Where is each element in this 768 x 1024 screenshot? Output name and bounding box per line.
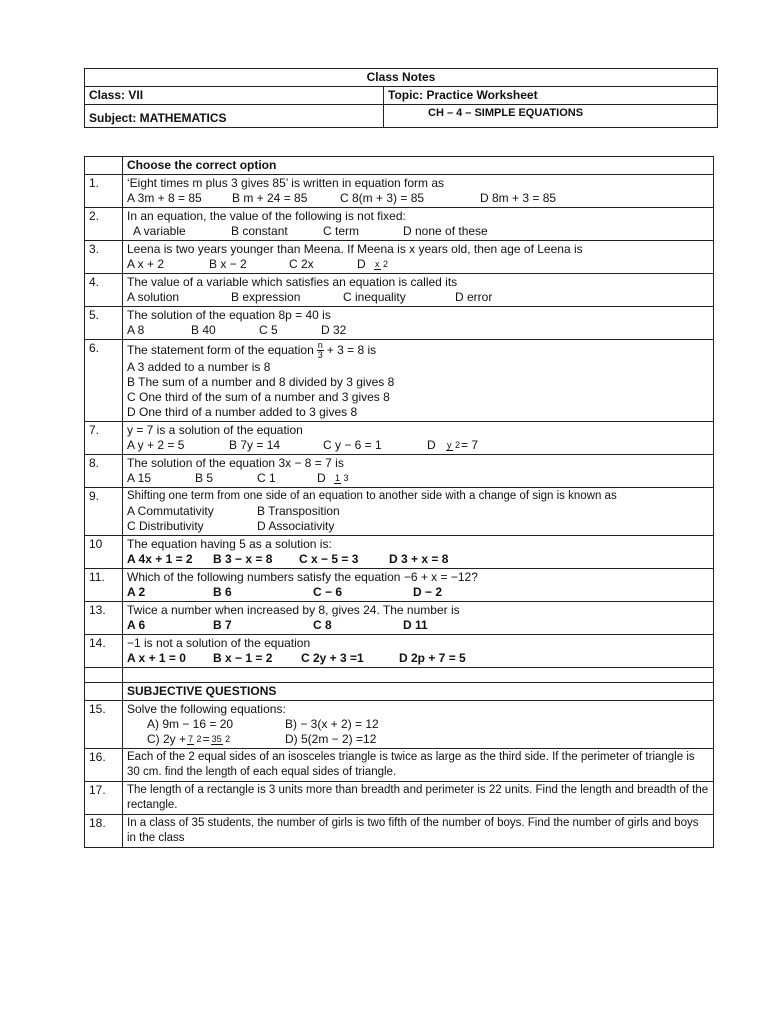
option-d: D 3 + x = 8 [389,552,449,566]
fraction [211,735,231,745]
numerator: n [317,340,323,350]
question-text: ‘Eight times m plus 3 gives 85’ is written in equation form as [127,176,445,190]
option-c: C 1 [257,471,276,485]
item-c-text: C) 2y + [147,732,187,746]
question-number: 11. [85,569,123,602]
option-d: D [317,471,326,485]
question-text-pre: The statement form of the equation [127,343,314,357]
option-b: B 40 [191,323,216,337]
question-6 [123,340,714,422]
option-b: B 3 − x = 8 [213,552,273,566]
class-label: Class: VII [85,87,384,105]
option-d: D 2p + 7 = 5 [399,651,466,665]
options-row [127,552,709,567]
option-b: B Transposition [257,504,340,518]
denominator: 2 [225,733,231,744]
denominator: 3 [343,472,349,483]
fraction [374,260,388,270]
option-d: D 32 [321,323,347,337]
question-number: 7. [85,422,123,455]
question-3 [123,241,714,274]
section-num-cell [85,683,123,701]
item-a: A) 9m − 16 = 20 [147,717,234,731]
question-16: Each of the 2 equal sides of an isosceles triangle is twice as large as the third side. If the perimeter of triangle is 30 cm. find the length of each equal sides of triangle. [123,749,714,782]
numerator: x [375,258,380,269]
option-c: C − 6 [313,585,343,599]
question-number: 5. [85,307,123,340]
question-text [127,341,709,360]
option-b: B constant [231,224,288,238]
option-b: B 5 [195,471,214,485]
option-b: B 6 [213,585,232,599]
denominator: 2 [383,258,389,269]
question-text: Twice a number when increased by 8, gives 24. The number is [127,603,460,617]
options-row [127,290,709,305]
option-d: D [357,257,366,271]
option-d: D One third of a number added to 3 gives 8 [127,405,358,419]
options-row [127,651,709,666]
subject-label: Subject: MATHEMATICS [85,105,384,128]
section-mcq-heading: Choose the correct option [123,157,714,175]
denominator: 2 [196,733,202,744]
option-c: C inequality [343,290,406,304]
numerator: 7 [188,733,194,744]
section-subjective-heading: SUBJECTIVE QUESTIONS [123,683,714,701]
question-number: 16. [85,749,123,782]
question-14 [123,635,714,668]
option-c: C Distributivity [127,519,204,533]
option-d-suffix: = 7 [461,438,479,452]
option-d: D 11 [403,618,428,632]
question-15 [123,701,714,749]
items-row [127,732,709,747]
chapter-label: CH – 4 – SIMPLE EQUATIONS [428,107,584,119]
question-number: 8. [85,455,123,488]
question-text: y = 7 is a solution of the equation [127,423,303,437]
fraction [317,341,324,360]
option-d: D [427,438,436,452]
option-b: B x − 1 = 2 [213,651,273,665]
options-row [127,471,709,486]
section-num-cell [85,157,123,175]
option-d: D none of these [403,224,488,238]
question-1 [123,175,714,208]
empty-cell [123,668,714,683]
option-a: A y + 2 = 5 [127,438,185,452]
option-d: D 8m + 3 = 85 [480,191,557,205]
question-text: Which of the following numbers satisfy the equation −6 + x = −12? [127,570,478,584]
question-4 [123,274,714,307]
question-9 [123,488,714,536]
question-number: 2. [85,208,123,241]
question-11 [123,569,714,602]
option-a: A solution [127,290,180,304]
equals-sign: = [202,732,210,746]
question-7 [123,422,714,455]
numerator: 1 [335,472,341,483]
option-c: C 2x [289,257,314,271]
fraction [446,441,460,451]
option-c: C One third of the sum of a number and 3 gives 8 [127,390,390,404]
question-text: Shifting one term from one side of an equation to another side with a change of sign is known as [127,490,617,502]
question-text-post: + 3 = 8 is [326,343,377,357]
option-d: D Associativity [257,519,335,533]
question-17: The length of a rectangle is 3 units more than breadth and perimeter is 22 units. Find the length and breadth of the rectangle. [123,782,714,815]
option-d: D − 2 [413,585,443,599]
option-b: B expression [231,290,301,304]
question-text: −1 is not a solution of the equation [127,636,311,650]
option-a: A 15 [127,471,152,485]
question-18: In a class of 35 students, the number of girls is two fifth of the number of boys. Find the number of girls and boys in the class [123,815,714,848]
fraction [334,474,349,484]
option-c: C 5 [259,323,278,337]
options-row [127,257,709,272]
question-number: 14. [85,635,123,668]
question-number: 15. [85,701,123,749]
option-a: A 8 [127,323,145,337]
question-number: 10 [85,536,123,569]
denominator: 2 [455,439,461,450]
options-row [127,618,709,633]
header-table [84,68,718,128]
option-c: C term [323,224,359,238]
option-c: C y − 6 = 1 [323,438,382,452]
items-row [127,717,709,732]
options-row [127,323,709,338]
question-text: The equation having 5 as a solution is: [127,537,332,551]
question-10 [123,536,714,569]
option-a: A 4x + 1 = 2 [127,552,193,566]
question-number: 18. [85,815,123,848]
option-a: A 2 [127,585,146,599]
options-row [127,224,709,239]
fraction [187,735,202,745]
options-row [127,519,709,534]
options-row [127,504,709,519]
option-a: A 3m + 8 = 85 [127,191,202,205]
questions-table [84,156,714,848]
numerator: 35 [211,733,222,744]
option-c: C 8 [313,618,332,632]
option-a: A x + 1 = 0 [127,651,186,665]
question-2 [123,208,714,241]
question-number: 3. [85,241,123,274]
question-text: The solution of the equation 8p = 40 is [127,308,331,322]
item-d: D) 5(2m − 2) =12 [285,732,377,746]
question-number: 6. [85,340,123,422]
option-b: B 7y = 14 [229,438,281,452]
option-c: C 2y + 3 =1 [301,651,364,665]
option-a: A x + 2 [127,257,165,271]
options-row [127,438,709,453]
chapter-cell [384,105,718,128]
option-d: D error [455,290,493,304]
question-number: 17. [85,782,123,815]
numerator: y [447,439,452,450]
question-number: 9. [85,488,123,536]
denominator: 3 [317,350,323,360]
item-c [147,732,285,747]
option-c: C x − 5 = 3 [299,552,359,566]
question-text: The solution of the equation 3x − 8 = 7 is [127,456,344,470]
question-5 [123,307,714,340]
question-text: Leena is two years younger than Meena. If Meena is x years old, then age of Leena is [127,242,583,256]
option-c: C 8(m + 3) = 85 [340,191,425,205]
question-text: Solve the following equations: [127,702,286,716]
question-8 [123,455,714,488]
option-a: A 6 [127,618,146,632]
empty-cell [85,668,123,683]
question-number: 1. [85,175,123,208]
option-b: B m + 24 = 85 [232,191,308,205]
item-b: B) − 3(x + 2) = 12 [285,717,379,731]
option-b: B x − 2 [209,257,247,271]
page-title: Class Notes [85,69,718,87]
question-text: In an equation, the value of the following is not fixed: [127,209,406,223]
question-number: 4. [85,274,123,307]
question-13 [123,602,714,635]
question-number: 13. [85,602,123,635]
option-a: A 3 added to a number is 8 [127,360,271,374]
topic-label: Topic: Practice Worksheet [384,87,718,105]
options-row [127,191,709,206]
question-text: The value of a variable which satisfies an equation is called its [127,275,458,289]
option-b: B 7 [213,618,232,632]
option-b: B The sum of a number and 8 divided by 3 gives 8 [127,375,395,389]
option-a: A variable [133,224,186,238]
option-a: A Commutativity [127,504,214,518]
options-row [127,585,709,600]
